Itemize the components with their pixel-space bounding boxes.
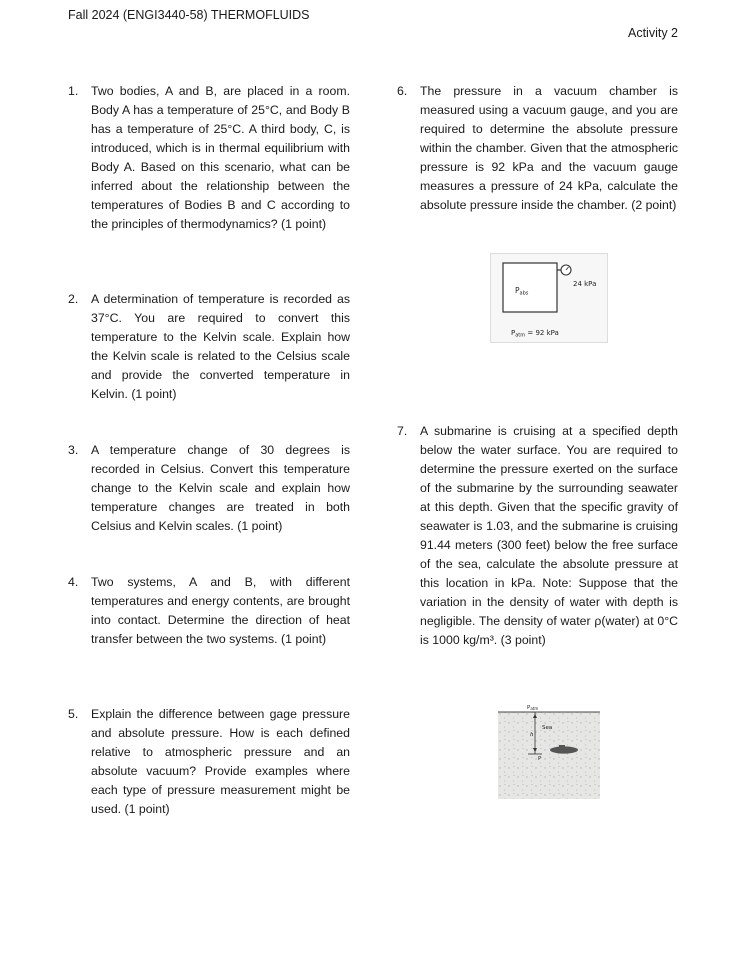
point-pressure-label: P: [538, 756, 542, 762]
svg-text:Patm: [527, 705, 538, 711]
question-text: The pressure in a vacuum chamber is measured using a vacuum gauge, and you are required to determine the absolute pressure within the chamber. Given that the atmospheric pressure is 92 kPa and the vacuum gauge measures a pressure of 24 kPa, calculate the absolute pressure inside the chamber. (2 point): [420, 84, 678, 212]
chamber-pressure-sub: abs: [519, 290, 529, 297]
sea-label: Sea: [542, 725, 553, 731]
vacuum-chamber-diagram: [490, 253, 608, 343]
question-number: 6.: [397, 84, 408, 98]
submarine-figure: [498, 702, 600, 804]
question-1: [68, 82, 350, 234]
question-text: Two bodies, A and B, are placed in a room. Body A has a temperature of 25°C, and Body B has a temperature of 25°C. A third body, C, is introduced, which is in thermal equilibrium with Body A. Based on this scenario, what can be inferred about the relationship between the temperatures of Bodies B and C according to the principles of thermodynamics? (1 point): [91, 84, 350, 231]
question-number: 1.: [68, 84, 79, 98]
question-number: 5.: [68, 707, 79, 721]
question-number: 4.: [68, 575, 79, 589]
atm-pressure-sub: atm: [515, 332, 526, 339]
question-text: A determination of temperature is recorded as 37°C. You are required to convert this temperature to the Kelvin scale. Explain how the Kelvin scale is related to the Celsius scale and provide the converted temperature in Kelvin. (1 point): [91, 292, 350, 401]
question-text: Explain the difference between gage pressure and absolute pressure. How is each defined relative to atmospheric pressure and an absolute vacuum? Provide examples where each type of pressure measurement might be used. (1 point): [91, 707, 350, 816]
submarine-diagram: [498, 702, 600, 799]
surface-pressure-label: P: [527, 705, 531, 711]
question-text: A submarine is cruising at a specified depth below the water surface. You are required to determine the pressure exerted on the surface of the submarine by the surrounding seawater at this depth. Given that the specific gravity of seawater is 1.03, and the submarine is cruising 91.44 meters (300 feet) below the free surface of the sea, calculate the absolute pressure at this location in kPa. Note: Suppose that the variation in the density of water with depth is negligible. The density of water ρ(water) at 0°C is 1000 kg/m³. (3 point): [420, 424, 678, 647]
question-3: [68, 441, 350, 536]
chamber-pressure-label: P: [515, 286, 520, 295]
question-4: [68, 573, 350, 649]
chamber-box: [503, 263, 557, 312]
question-5: [68, 705, 350, 819]
question-number: 7.: [397, 424, 408, 438]
course-title: Fall 2024 (ENGI3440-58) THERMOFLUIDS: [68, 8, 310, 22]
atm-pressure-label: P: [511, 329, 516, 337]
question-number: 3.: [68, 443, 79, 457]
surface-pressure-sub: atm: [530, 706, 539, 711]
depth-label: h: [530, 732, 534, 738]
vacuum-chamber-figure: [490, 253, 608, 348]
question-7: [397, 422, 678, 650]
gauge-reading-label: 24 kPa: [573, 280, 597, 288]
question-text: Two systems, A and B, with different temperatures and energy contents, are brought into contact. Determine the direction of heat transfer between the two systems. (1 point): [91, 575, 350, 646]
question-2: [68, 290, 350, 404]
activity-label: Activity 2: [627, 26, 678, 40]
question-text: A temperature change of 30 degrees is recorded in Celsius. Convert this temperature change to the Kelvin scale and explain how temperature changes are treated in both Celsius and Kelvin scales. (1 point): [91, 443, 350, 533]
question-6: [397, 82, 678, 215]
question-number: 2.: [68, 292, 79, 306]
atm-pressure-value: = 92 kPa: [525, 329, 559, 337]
